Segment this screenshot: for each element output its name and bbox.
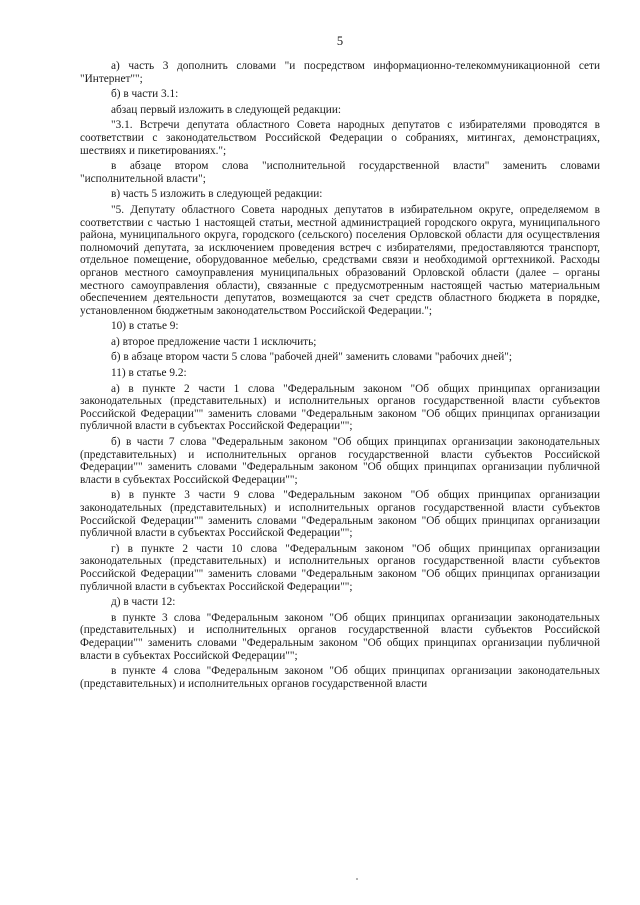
paragraph-4: "3.1. Встречи депутата областного Совета народных депутатов с избирателями проводятся в соответствии с законодательством Российской Федерации о собраниях, митингах, демонстрациях, шествиях и пикетированиях."; [80,119,600,157]
paragraph-16: д) в части 12: [111,596,176,609]
paragraph-5: в абзаце втором слова "исполнительной государственной власти" заменить словами "исполнительной власти"; [80,160,600,185]
paragraph-12: а) в пункте 2 части 1 слова "Федеральным законом "Об общих принципах организации законодательных (представительных) и исполнительных органов государственной власти субъектов Российской Федерации"" заменить словами "Федеральным законом "Об общих принципах организации публичной власти в субъектах Российской Федерации""; [80,382,600,433]
paragraph-7: "5. Депутату областного Совета народных депутатов в избирательном округе, определяемом в соответствии с частью 1 настоящей статьи, местной администрацией городского округа, муниципального района, муниципального округа, городского (сельского) поселения Орловской области для осуществления полномочий депутата, за исключением проведения встреч с избирателями, предоставляются транспорт, отдельное помещение, оборудованное мебелью, средствами связи и необходимой оргтехникой. Расходы органов местного самоуправления муниципальных образований Орловской области (далее – органы местного самоуправления области), связанные с предусмотренным настоящей частью материальным обеспечением деятельности депутатов, возмещаются за счет средств областного бюджета в порядке, установленном бюджетным законодательством Российской Федерации."; [80,203,600,317]
paragraph-1: а) часть 3 дополнить словами "и посредством информационно-телекоммуникационной сети "Интернет""; [80,60,600,85]
paragraph-2: б) в части 3.1: [111,88,179,101]
paragraph-17: в пункте 3 слова "Федеральным законом "Об общих принципах организации законодательных (представительных) и исполнительных органов государственной власти субъектов Российской Федерации"" заменить словами "Федеральным законом "Об общих принципах организации публичной власти в субъектах Российской Федерации""; [80,611,600,662]
paragraph-18: в пункте 4 слова "Федеральным законом "Об общих принципах организации законодательных (представительных) и исполнительных органов государственной власти [80,665,600,690]
document-body [80,60,600,690]
paragraph-14: в) в пункте 3 части 9 слова "Федеральным законом "Об общих принципах организации законодательных (представительных) и исполнительных органов государственной власти субъектов Российской Федерации"" заменить словами "Федеральным законом "Об общих принципах организации публичной власти в субъектах Российской Федерации""; [80,489,600,540]
paragraph-11: 11) в статье 9.2: [111,367,187,380]
scan-speck [356,878,358,880]
page-number: 5 [336,34,344,48]
paragraph-8: 10) в статье 9: [111,320,179,333]
paragraph-6: в) часть 5 изложить в следующей редакции: [111,188,323,201]
paragraph-3: абзац первый изложить в следующей редакции: [111,103,342,116]
paragraph-15: г) в пункте 2 части 10 слова "Федеральным законом "Об общих принципах организации законодательных (представительных) и исполнительных органов государственной власти субъектов Российской Федерации"" заменить словами "Федеральным законом "Об общих принципах организации публичной власти в субъектах Российской Федерации""; [80,542,600,593]
paragraph-13: б) в части 7 слова "Федеральным законом "Об общих принципах организации законодательных (представительных) и исполнительных органов государственной власти субъектов Российской Федерации"" заменить словами "Федеральным законом "Об общих принципах организации публичной власти в субъектах Российской Федерации""; [80,436,600,486]
paragraph-9: а) второе предложение части 1 исключить; [111,335,317,348]
paragraph-10: б) в абзаце втором части 5 слова "рабочей дней" заменить словами "рабочих дней"; [111,351,513,364]
